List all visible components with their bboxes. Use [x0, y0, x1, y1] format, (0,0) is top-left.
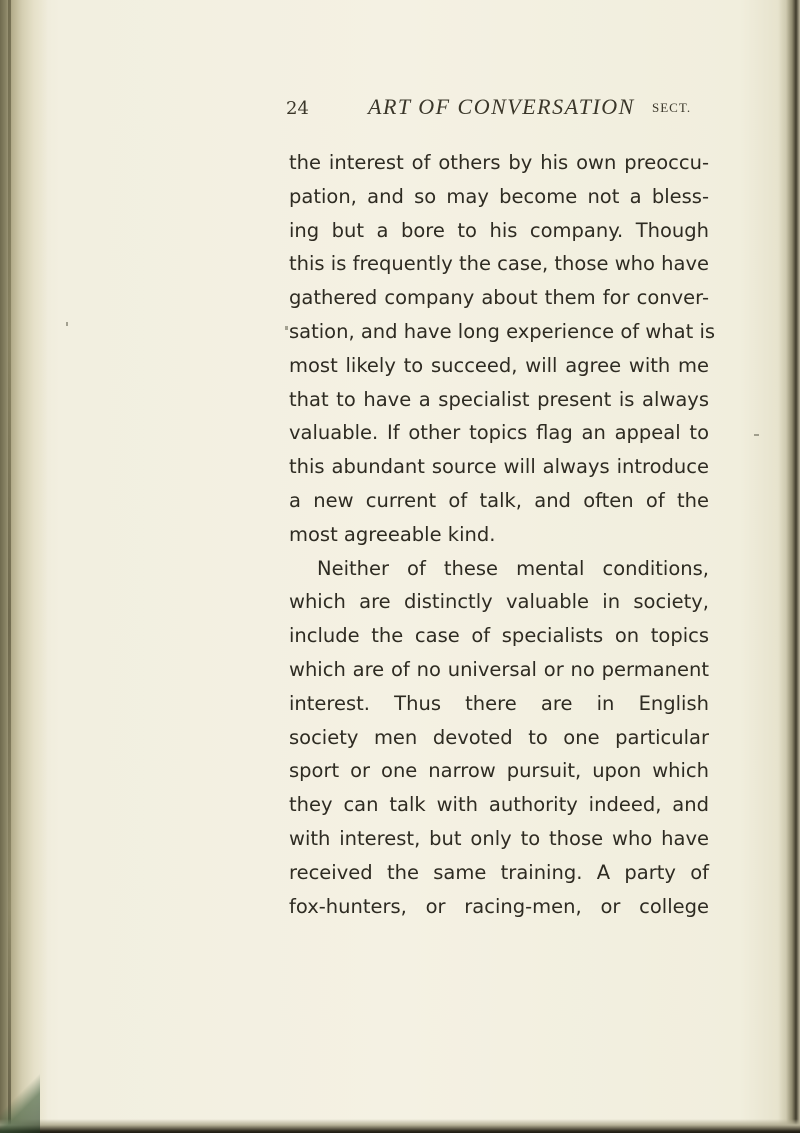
- body-text: [289, 146, 716, 923]
- text-line: fox-hunters, or racing-men, or college: [289, 894, 709, 918]
- text-line: this is frequently the case, those who have: [289, 252, 709, 276]
- running-header: [286, 94, 706, 124]
- text-line: Neither of these mental conditions,: [317, 556, 709, 580]
- text-line: which are of no universal or no permanent: [289, 657, 709, 681]
- text-line: most likely to succeed, will agree with me: [289, 353, 709, 377]
- text-line: valuable. If other topics flag an appeal to: [289, 421, 709, 445]
- text-line: interest. Thus there are in English: [289, 691, 709, 715]
- ink-speck: [285, 326, 288, 330]
- text-line: sation, and have long experience of what is: [289, 319, 716, 343]
- text-line: received the same training. A party of: [289, 860, 709, 884]
- page-bottom-edge: [0, 1119, 800, 1133]
- text-line: that to have a specialist present is always: [289, 387, 709, 411]
- text-line: most agreeable kind.: [289, 522, 496, 546]
- text-line: this abundant source will always introduce: [289, 455, 709, 479]
- text-line: pation, and so may become not a bless-: [289, 184, 709, 208]
- text-line: they can talk with authority indeed, and: [289, 793, 709, 817]
- text-line: the interest of others by his own preoccu-: [289, 151, 709, 174]
- text-line: sport or one narrow pursuit, upon which: [289, 759, 709, 783]
- running-title: ART OF CONVERSATION: [368, 94, 635, 119]
- page-right-edge: [778, 0, 800, 1133]
- cover-corner: [0, 1073, 40, 1133]
- section-label: SECT.: [652, 100, 692, 115]
- text-line: with interest, but only to those who have: [289, 826, 709, 850]
- text-line: ing but a bore to his company. Though: [289, 218, 709, 242]
- text-line: gathered company about them for conver-: [289, 286, 709, 310]
- ink-speck: [754, 434, 759, 436]
- text-line: include the case of specialists on topics: [289, 624, 709, 648]
- text-line: a new current of talk, and often of the: [289, 488, 709, 512]
- text-line: society men devoted to one particular: [289, 725, 709, 749]
- binding-edge: [8, 0, 11, 1133]
- ink-speck: [66, 322, 68, 326]
- page-number: 24: [286, 98, 309, 119]
- text-line: which are distinctly valuable in society,: [289, 590, 709, 614]
